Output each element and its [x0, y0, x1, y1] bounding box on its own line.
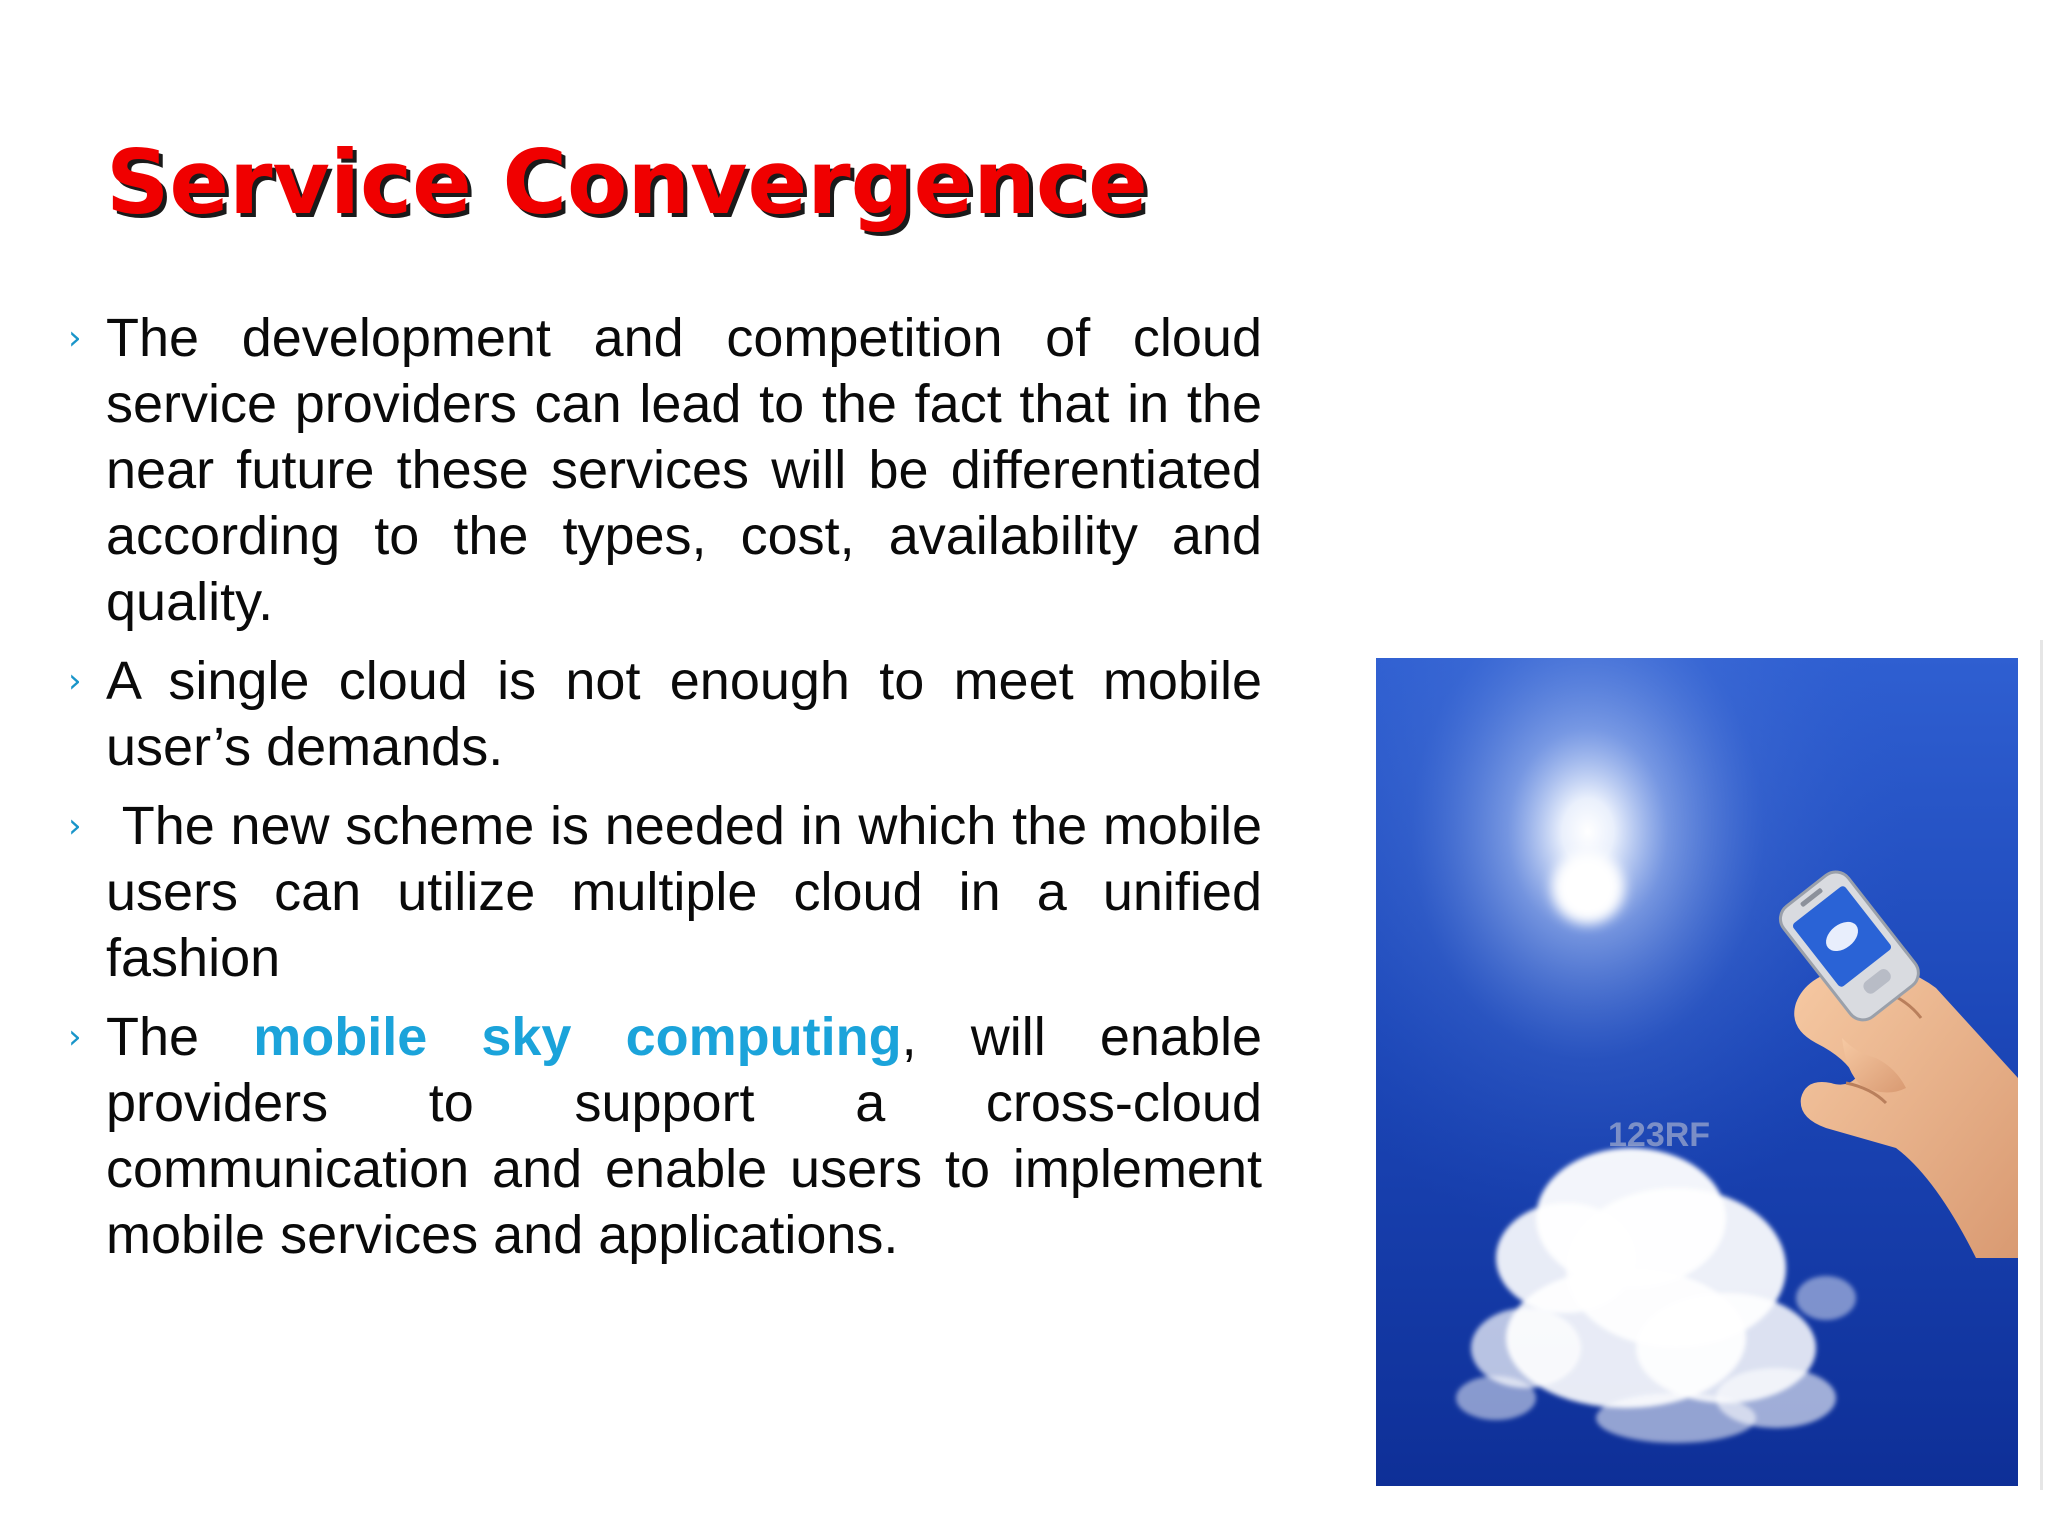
chevron-right-icon: ›	[68, 661, 82, 701]
bullet-item	[68, 305, 1262, 635]
bullet-text-end: , will enable providers to support a cross-cloud communication and enable users to implement mobile services and applications.	[106, 1007, 1263, 1265]
bullet-item	[68, 648, 1262, 780]
bullet-list	[68, 305, 1278, 1281]
bullet-text: A single cloud is not enough to meet mobile user’s demands.	[106, 651, 1262, 777]
sun-icon	[1552, 852, 1624, 924]
bullet-item	[68, 1004, 1262, 1268]
bullet-item	[68, 793, 1278, 991]
chevron-right-icon: ›	[68, 318, 82, 358]
divider-line	[2040, 640, 2043, 1490]
bullet-text: The new scheme is needed in which the mobile users can utilize multiple cloud in a unified fashion	[106, 796, 1278, 988]
bullet-text-start: The	[106, 1007, 254, 1067]
slide-title: Service Convergence	[106, 131, 1148, 234]
highlight-term: mobile sky computing	[253, 1007, 902, 1067]
watermark-text: 123RF	[1608, 1116, 1711, 1154]
chevron-right-icon: ›	[68, 806, 82, 846]
bullet-text: The development and competition of cloud service providers can lead to the fact that in the near future these services will be differentiated according to the types, cost, availability and quality.	[106, 308, 1262, 632]
bullet-text	[106, 1004, 1262, 1268]
chevron-right-icon: ›	[68, 1017, 82, 1057]
hand-holding-phone-sky-cloud-photo	[1376, 658, 2018, 1486]
